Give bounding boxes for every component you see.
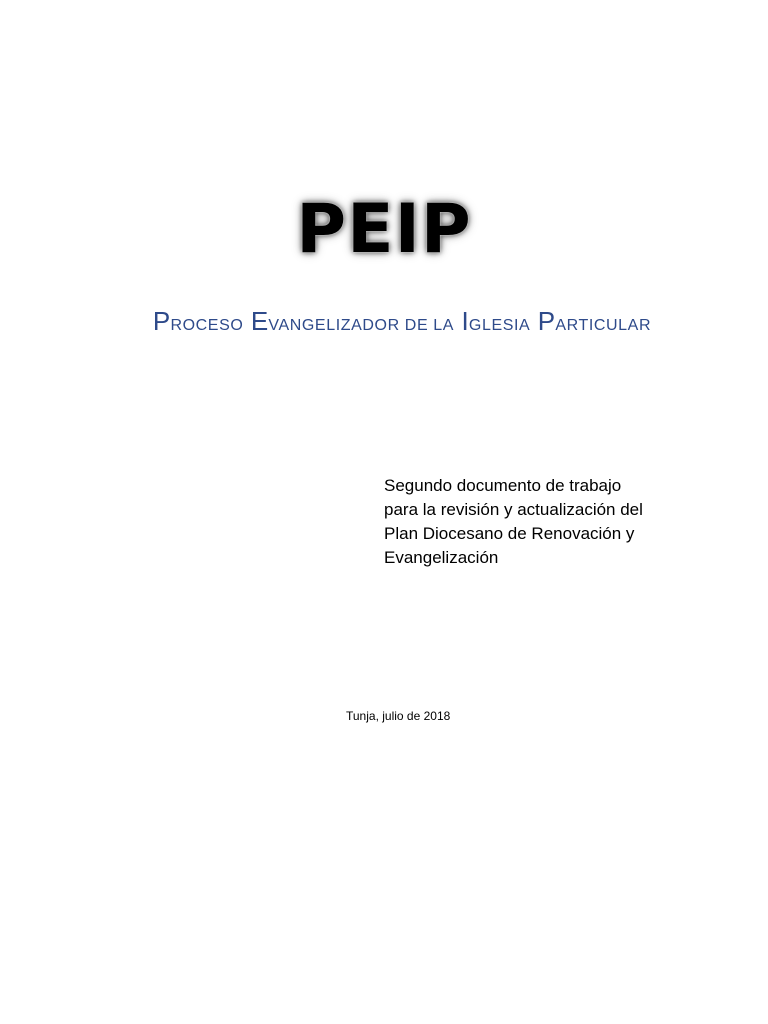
description-line-4: Evangelización	[384, 548, 499, 567]
document-description	[384, 474, 704, 570]
subtitle-word-2	[251, 306, 454, 336]
subtitle-rest-1: ROCESO	[170, 317, 244, 334]
description-line-1: Segundo documento de trabajo	[384, 476, 622, 495]
subtitle-initial-1: P	[152, 306, 171, 336]
document-subtitle	[0, 308, 768, 334]
description-line-3: Plan Diocesano de Renovación y	[384, 524, 635, 543]
subtitle-rest-3: GLESIA	[468, 317, 531, 334]
subtitle-word-1	[153, 306, 244, 336]
subtitle-word-4	[538, 306, 651, 336]
place-and-date: Tunja, julio de 2018	[346, 709, 451, 723]
subtitle-rest-4: ARTICULAR	[555, 317, 652, 334]
document-title: PEIP	[296, 190, 472, 269]
subtitle-rest-2: VANGELIZADOR DE LA	[268, 317, 455, 334]
description-line-2: para la revisión y actualización del	[384, 500, 643, 519]
subtitle-initial-3: I	[461, 306, 469, 336]
subtitle-word-3	[461, 306, 530, 336]
subtitle-initial-2: E	[250, 306, 269, 336]
subtitle-initial-4: P	[537, 306, 556, 336]
